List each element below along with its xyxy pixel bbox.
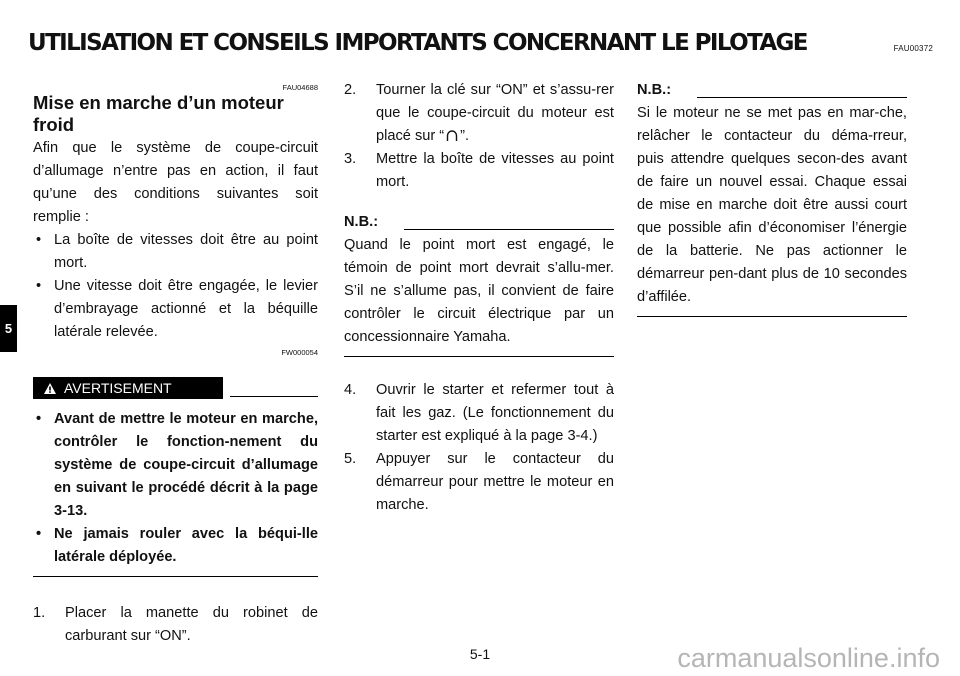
list-item: • Ne jamais rouler avec la béqui-lle latérale déployée. xyxy=(33,523,318,569)
note-rule xyxy=(697,97,907,98)
column-1 xyxy=(33,83,318,648)
warning-list xyxy=(33,408,318,569)
note-header xyxy=(637,79,907,102)
note-end-rule xyxy=(637,316,907,317)
watermark: carmanualsonline.info xyxy=(677,643,940,673)
engine-run-icon xyxy=(446,130,458,141)
note-end-rule xyxy=(344,356,614,357)
warning-badge xyxy=(33,377,223,399)
section-heading: Mise en marche d’un moteur froid xyxy=(33,92,284,135)
step-text: Tourner la clé sur “ON” et s’assu-rer que le coupe-circuit du moteur est placé sur “ xyxy=(376,82,614,144)
note-label: N.B.: xyxy=(344,214,379,230)
page-header xyxy=(28,30,933,56)
step-number: 2. xyxy=(344,82,357,98)
page-number: 5-1 xyxy=(469,646,491,662)
list-item xyxy=(344,448,614,517)
steps-list xyxy=(33,602,318,648)
list-item: • Une vitesse doit être engagée, le levier d’embrayage actionné et la béquille latérale relevée. xyxy=(33,275,318,344)
warning-end-rule xyxy=(33,576,318,577)
step-number: 1. xyxy=(33,605,46,621)
step-text: Appuyer sur le contacteur du démarreur pour mettre le moteur en marche. xyxy=(376,451,614,513)
note-header xyxy=(344,211,614,234)
warning-icon xyxy=(44,383,56,394)
warning-label: AVERTISEMENT xyxy=(64,379,172,396)
conditions-list xyxy=(33,229,318,344)
step-text: Ouvrir le starter et refermer tout à fait les gaz. (Le fonctionnement du starter est expliqué à la page 3-4.) xyxy=(376,382,614,444)
list-item xyxy=(344,379,614,448)
list-item: • Avant de mettre le moteur en marche, contrôler le fonction-nement du système de coupe-circuit d’allumage en suivant le procédé décrit à la page 3-13. xyxy=(33,408,318,523)
warning-header xyxy=(33,377,318,399)
intro-paragraph: Afin que le système de coupe-circuit d’allumage n’entre pas en action, il faut qu’une des conditions suivantes soit remplie : xyxy=(33,140,318,225)
note-rule xyxy=(404,229,614,230)
list-item: • La boîte de vitesses doit être au point mort. xyxy=(33,229,318,275)
step-number: 4. xyxy=(344,382,357,398)
step-number: 3. xyxy=(344,151,357,167)
column-2 xyxy=(344,79,614,517)
steps-list-2 xyxy=(344,379,614,517)
note-text: Si le moteur ne se met pas en mar-che, relâcher le contacteur du déma-rreur, puis attendre quelques secon-des avant de faire un nouvel essai. Chaque essai de mise en marche doit être aussi court que possible afin d’économiser l’énergie de la batterie. Ne pas actionner le démarreur pen-dant plus de 10 secondes d’affilée. xyxy=(637,105,907,305)
step-number: 5. xyxy=(344,451,357,467)
note-label: N.B.: xyxy=(637,82,672,98)
warning-code: FW000054 xyxy=(281,348,318,357)
steps-list xyxy=(344,79,614,194)
chapter-tab: 5 xyxy=(0,305,17,352)
list-item xyxy=(33,602,318,648)
header-code: FAU00372 xyxy=(893,44,933,53)
step-text: Placer la manette du robinet de carburant sur “ON”. xyxy=(65,605,318,644)
note-text: Quand le point mort est engagé, le témoin de point mort devrait s’allu-mer. S’il ne s’allume pas, il convient de faire contrôler le circuit électrique par un concessionnaire Yamaha. xyxy=(344,237,614,345)
step-text-end: ”. xyxy=(460,128,470,144)
list-item xyxy=(344,148,614,194)
warning-rule xyxy=(230,396,318,397)
list-item xyxy=(344,79,614,148)
step-text: Mettre la boîte de vitesses au point mort. xyxy=(376,151,614,190)
section-code: FAU04688 xyxy=(282,83,318,92)
header-title: UTILISATION ET CONSEILS IMPORTANTS CONCERNANT LE PILOTAGE xyxy=(28,30,807,56)
column-3 xyxy=(637,79,907,317)
